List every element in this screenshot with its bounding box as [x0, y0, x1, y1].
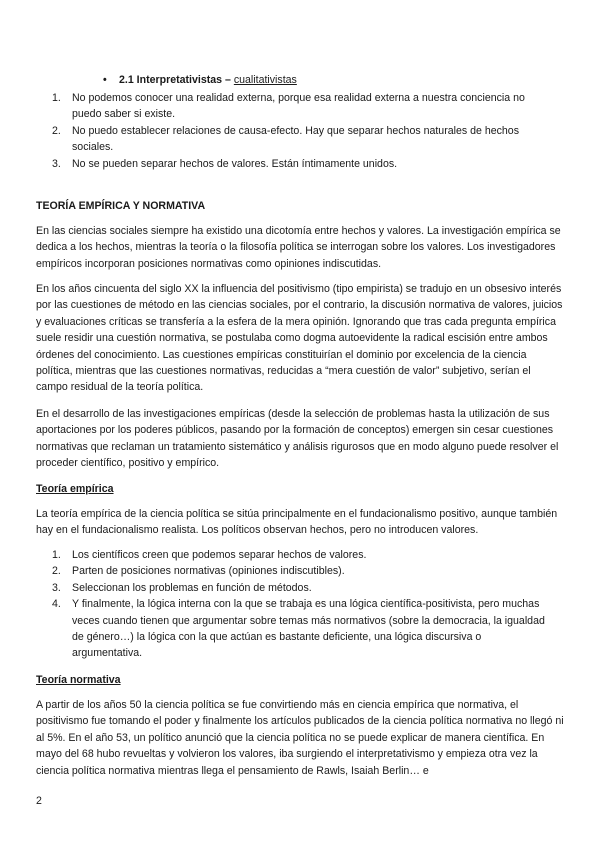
- list-number: 3.: [52, 581, 61, 594]
- list-text: No se pueden separar hechos de valores. Están íntimamente unidos.: [72, 157, 398, 170]
- list-text: Parten de posiciones normativas (opiniones indiscutibles).: [72, 565, 345, 578]
- list-number: 2.: [52, 565, 61, 578]
- subheading-teoria-normativa: Teoría normativa: [36, 674, 121, 686]
- list-text: Seleccionan los problemas en función de métodos.: [72, 581, 312, 594]
- list-number: 1.: [52, 549, 61, 561]
- list-item: [52, 156, 552, 172]
- list-number: 2.: [52, 124, 61, 137]
- list-text: Y finalmente, la lógica interna con la que se trabaja es una lógica científica-positivista, pero muchas veces cuando tienen que argumentar sobre temas más normativos (sobre la democracia, la igualdad de género…) la lógica con la que actúan es bastante deficiente, una lógica discursiva o argumentativa.: [72, 598, 545, 660]
- paragraph-teoria-normativa: A partir de los años 50 la ciencia política se fue convirtiendo más en ciencia empírica que normativa, el positivismo fue tomando el poder y finalmente los artículos publicados de la ciencia política normativa no llegó ni al 5%. En el año 53, un político anunció que la ciencia política no se puede explicar de manera científica. En mayo del 68 hubo revueltas y volvieron los valores, iba surgiendo el interpretativismo y empieza otra vez la ciencia política normativa mientras llega el pensamiento de Rawls, Isaiah Berlin… e: [36, 699, 564, 777]
- list-item: [52, 563, 552, 579]
- numbered-list-teoria-empirica: [52, 547, 552, 662]
- list-text: Los científicos creen que podemos separar hechos de valores.: [72, 549, 367, 561]
- list-item: [52, 596, 552, 662]
- paragraph-dicotomia: En las ciencias sociales siempre ha existido una dicotomía entre hechos y valores. La investigación empírica se dedica a los hechos, mientras la teoría o la filosofía política se interrogan sobre los valores. Los investigadores empíricos incorporan posiciones normativas como opiniones indiscutidas.: [36, 225, 561, 270]
- list-item: [52, 90, 552, 123]
- bullet-underlined-term: cualitativistas: [233, 74, 297, 86]
- section-heading: TEORÍA EMPÍRICA Y NORMATIVA: [36, 200, 206, 212]
- list-number: 1.: [52, 92, 61, 104]
- list-item: [52, 580, 552, 596]
- numbered-list-interpretativistas: [52, 90, 552, 172]
- list-text: No podemos conocer una realidad externa, porque esa realidad externa a nuestra conciencia no puedo saber si existe.: [72, 92, 525, 121]
- paragraph-investigaciones: En el desarrollo de las investigaciones empíricas (desde la selección de problemas hasta la utilización de sus aportaciones por los poderes públicos, pasando por la formación de conceptos) emergen sin cesar cuestiones normativas que reclaman un tratamiento sistemático y análisis rigurosos que en modo alguno puede resolver el proceder científico, positivo y empírico.: [36, 408, 559, 470]
- bullet-label: 2.1 Interpretativistas –: [119, 74, 231, 86]
- list-item: [52, 547, 552, 563]
- bullet-heading: [103, 72, 543, 88]
- list-number: 3.: [52, 157, 61, 170]
- list-text: No puedo establecer relaciones de causa-efecto. Hay que separar hechos naturales de hechos sociales.: [72, 124, 519, 154]
- paragraph-teoria-empirica: La teoría empírica de la ciencia política se sitúa principalmente en el fundacionalismo positivo, aunque también hay en el fundacionalismo realista. Los políticos observan hechos, pero no introducen valores.: [36, 508, 558, 537]
- list-number: 4.: [52, 598, 61, 611]
- paragraph-positivismo: En los años cincuenta del siglo XX la influencia del positivismo (tipo empirista) se tradujo en un obsesivo interés por las cuestiones de método en las ciencias sociales, por el contrario, la discusión normativa de valores, juicios y evaluaciones críticas se transfería a la esfera de la mera opinión. Ignorando que tras cada pregunta empírica suele residir una cuestión normativa, se postulaba como dogma autoevidente la radical escisión entre ambos órdenes del conocimiento. Las cuestiones empíricas constituirían el dominio por excelencia de la ciencia política, mientras que las cuestiones normativas, reducidas a “mera cuestión de valor” subjetivo, serían el campo residual de la teoría política.: [36, 283, 563, 394]
- page-number: 2: [36, 795, 42, 807]
- subheading-teoria-empirica: Teoría empírica: [36, 483, 114, 495]
- bullet-dot: •: [103, 74, 107, 86]
- list-item: [52, 123, 552, 156]
